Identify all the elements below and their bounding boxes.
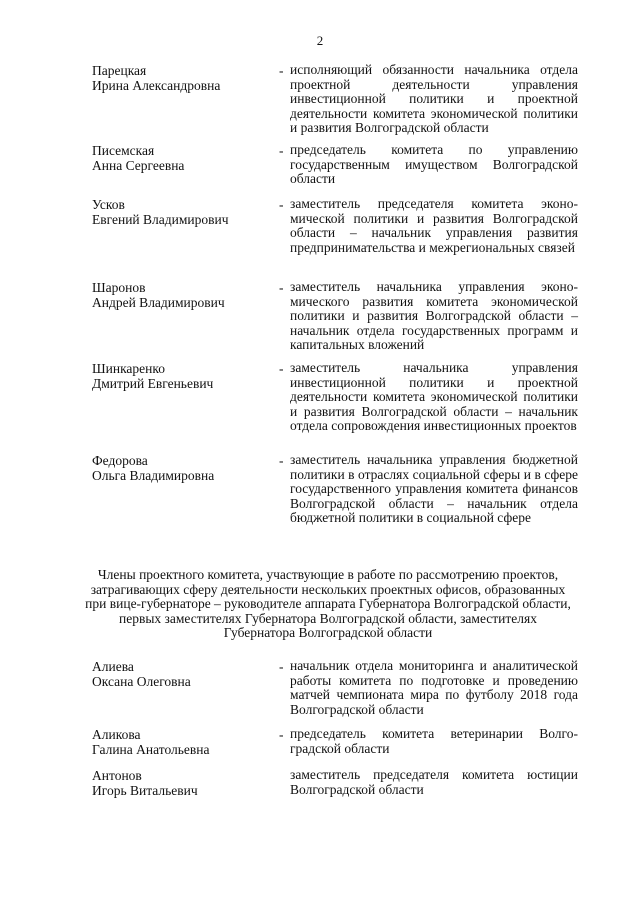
member-role: заместитель председателя комитета юстиции Волгоградской области [290,767,578,797]
member-role: председатель комитета ветеринарии Волгоградской области [290,726,578,756]
member-surname: Усков [92,197,125,212]
dash: - [279,143,284,158]
dash: - [279,659,284,674]
member-given-names: Игорь Витальевич [92,783,198,798]
member-surname: Парецкая [92,63,147,78]
member-role: заместитель начальника управления экономического развития комитета экономической политики и развития Волгоградской области – начальник отдела государственных программ и капитальных вложений [290,279,578,353]
dash: - [279,453,284,468]
member-name [92,143,282,173]
member-given-names: Галина Анатольевна [92,742,210,757]
member-name [92,197,282,227]
member-given-names: Андрей Владимирович [92,295,225,310]
member-surname: Алиева [92,659,134,674]
member-given-names: Оксана Олеговна [92,674,191,689]
member-surname: Антонов [92,768,142,783]
member-name [92,768,282,798]
member-role: исполняющий обязанности начальника отдела проектной деятельности управления инвестиционной политики и проектной деятельности комитета экономической политики и развития Волгоградской области [290,62,578,136]
dash: - [279,197,284,212]
member-name [92,453,282,483]
dash: - [279,361,284,376]
member-given-names: Дмитрий Евгеньевич [92,376,214,391]
member-name [92,361,282,391]
section-heading: Члены проектного комитета, участвующие в работе по рассмотрению проектов, затрагивающих сферу деятельности нескольких проектных офисов, образованных при вице-губернаторе – руководителе аппарата Губернатора Волгоградской области, первых заместителях Губернатора Волгоградской области, заместителях Губернатора Волгоградской области [85,567,571,640]
member-surname: Шаронов [92,280,146,295]
member-surname: Федорова [92,453,148,468]
member-name [92,280,282,310]
member-name [92,659,282,689]
page-number: 2 [316,33,324,48]
member-surname: Шинкаренко [92,361,166,376]
dash: - [279,280,284,295]
dash: - [279,63,284,78]
member-role: начальник отдела мониторинга и аналитической работы комитета по подготовке и проведению матчей чемпионата мира по футболу 2018 года Волгоградской области [290,658,578,717]
member-given-names: Евгений Владимирович [92,212,229,227]
member-given-names: Ольга Владимировна [92,468,215,483]
member-name [92,63,282,93]
member-name [92,727,282,757]
member-given-names: Анна Сергеевна [92,158,185,173]
member-given-names: Ирина Александровна [92,78,221,93]
member-role: заместитель начальника управления инвестиционной политики и проектной деятельности комитета экономической политики и развития Волгоградской области – начальник отдела сопровождения инвестиционных проектов [290,360,578,434]
member-role: председатель комитета по управлению государственным имуществом Волгоградской области [290,142,578,187]
member-role: заместитель председателя комитета экономической политики и развития Волгоградской области – начальник управления развития предпринимательства и межрегиональных связей [290,196,578,255]
dash: - [279,727,284,742]
member-surname: Писемская [92,143,155,158]
member-surname: Аликова [92,727,141,742]
member-role: заместитель начальника управления бюджетной политики в отраслях социальной сферы и в сфере государственного управления комитета финансов Волгоградской области – начальник отдела бюджетной политики в социальной сфере [290,452,578,526]
